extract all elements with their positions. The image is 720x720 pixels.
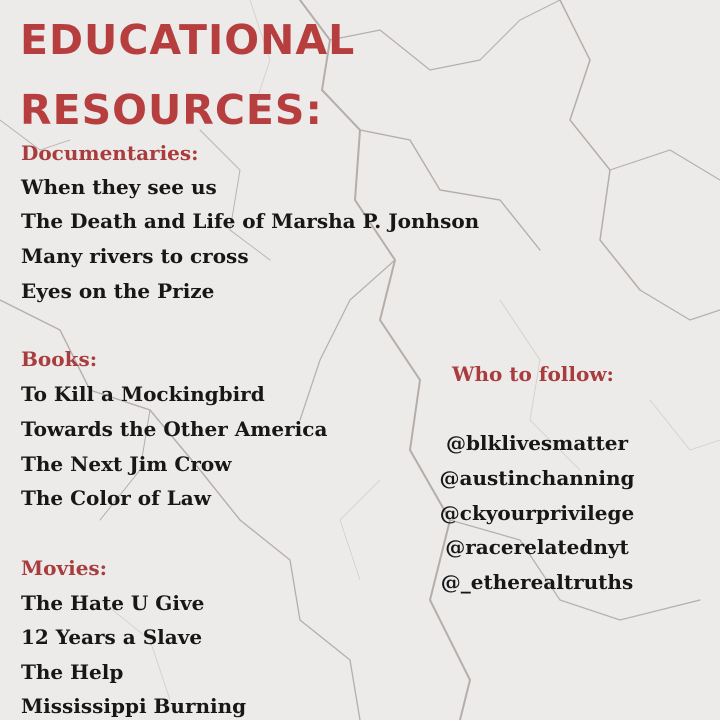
list-item: The Help [21, 660, 124, 684]
list-item: Many rivers to cross [21, 244, 249, 268]
title-line-2: RESOURCES: [20, 86, 323, 134]
social-handle: @_etherealtruths [440, 570, 634, 594]
social-handle: @racerelatednyt [445, 535, 629, 559]
list-item: To Kill a Mockingbird [21, 382, 265, 406]
list-item: 12 Years a Slave [21, 625, 203, 649]
list-item: The Next Jim Crow [21, 452, 232, 476]
books-heading: Books: [21, 347, 98, 371]
list-item: Towards the Other America [21, 417, 328, 441]
social-handle: @ckyourprivilege [439, 501, 635, 525]
list-item: Mississippi Burning [21, 694, 247, 718]
movies-heading: Movies: [21, 556, 108, 580]
list-item: When they see us [21, 175, 217, 199]
list-item: The Color of Law [21, 486, 211, 510]
social-handle: @blklivesmatter [445, 431, 629, 455]
social-handle: @austinchanning [439, 466, 635, 490]
documentaries-heading: Documentaries: [21, 141, 199, 165]
list-item: Eyes on the Prize [21, 279, 215, 303]
list-item: The Hate U Give [21, 591, 205, 615]
follow-heading: Who to follow: [452, 362, 614, 386]
title-line-1: EDUCATIONAL [20, 16, 356, 64]
list-item: The Death and Life of Marsha P. Jonhson [21, 209, 480, 233]
